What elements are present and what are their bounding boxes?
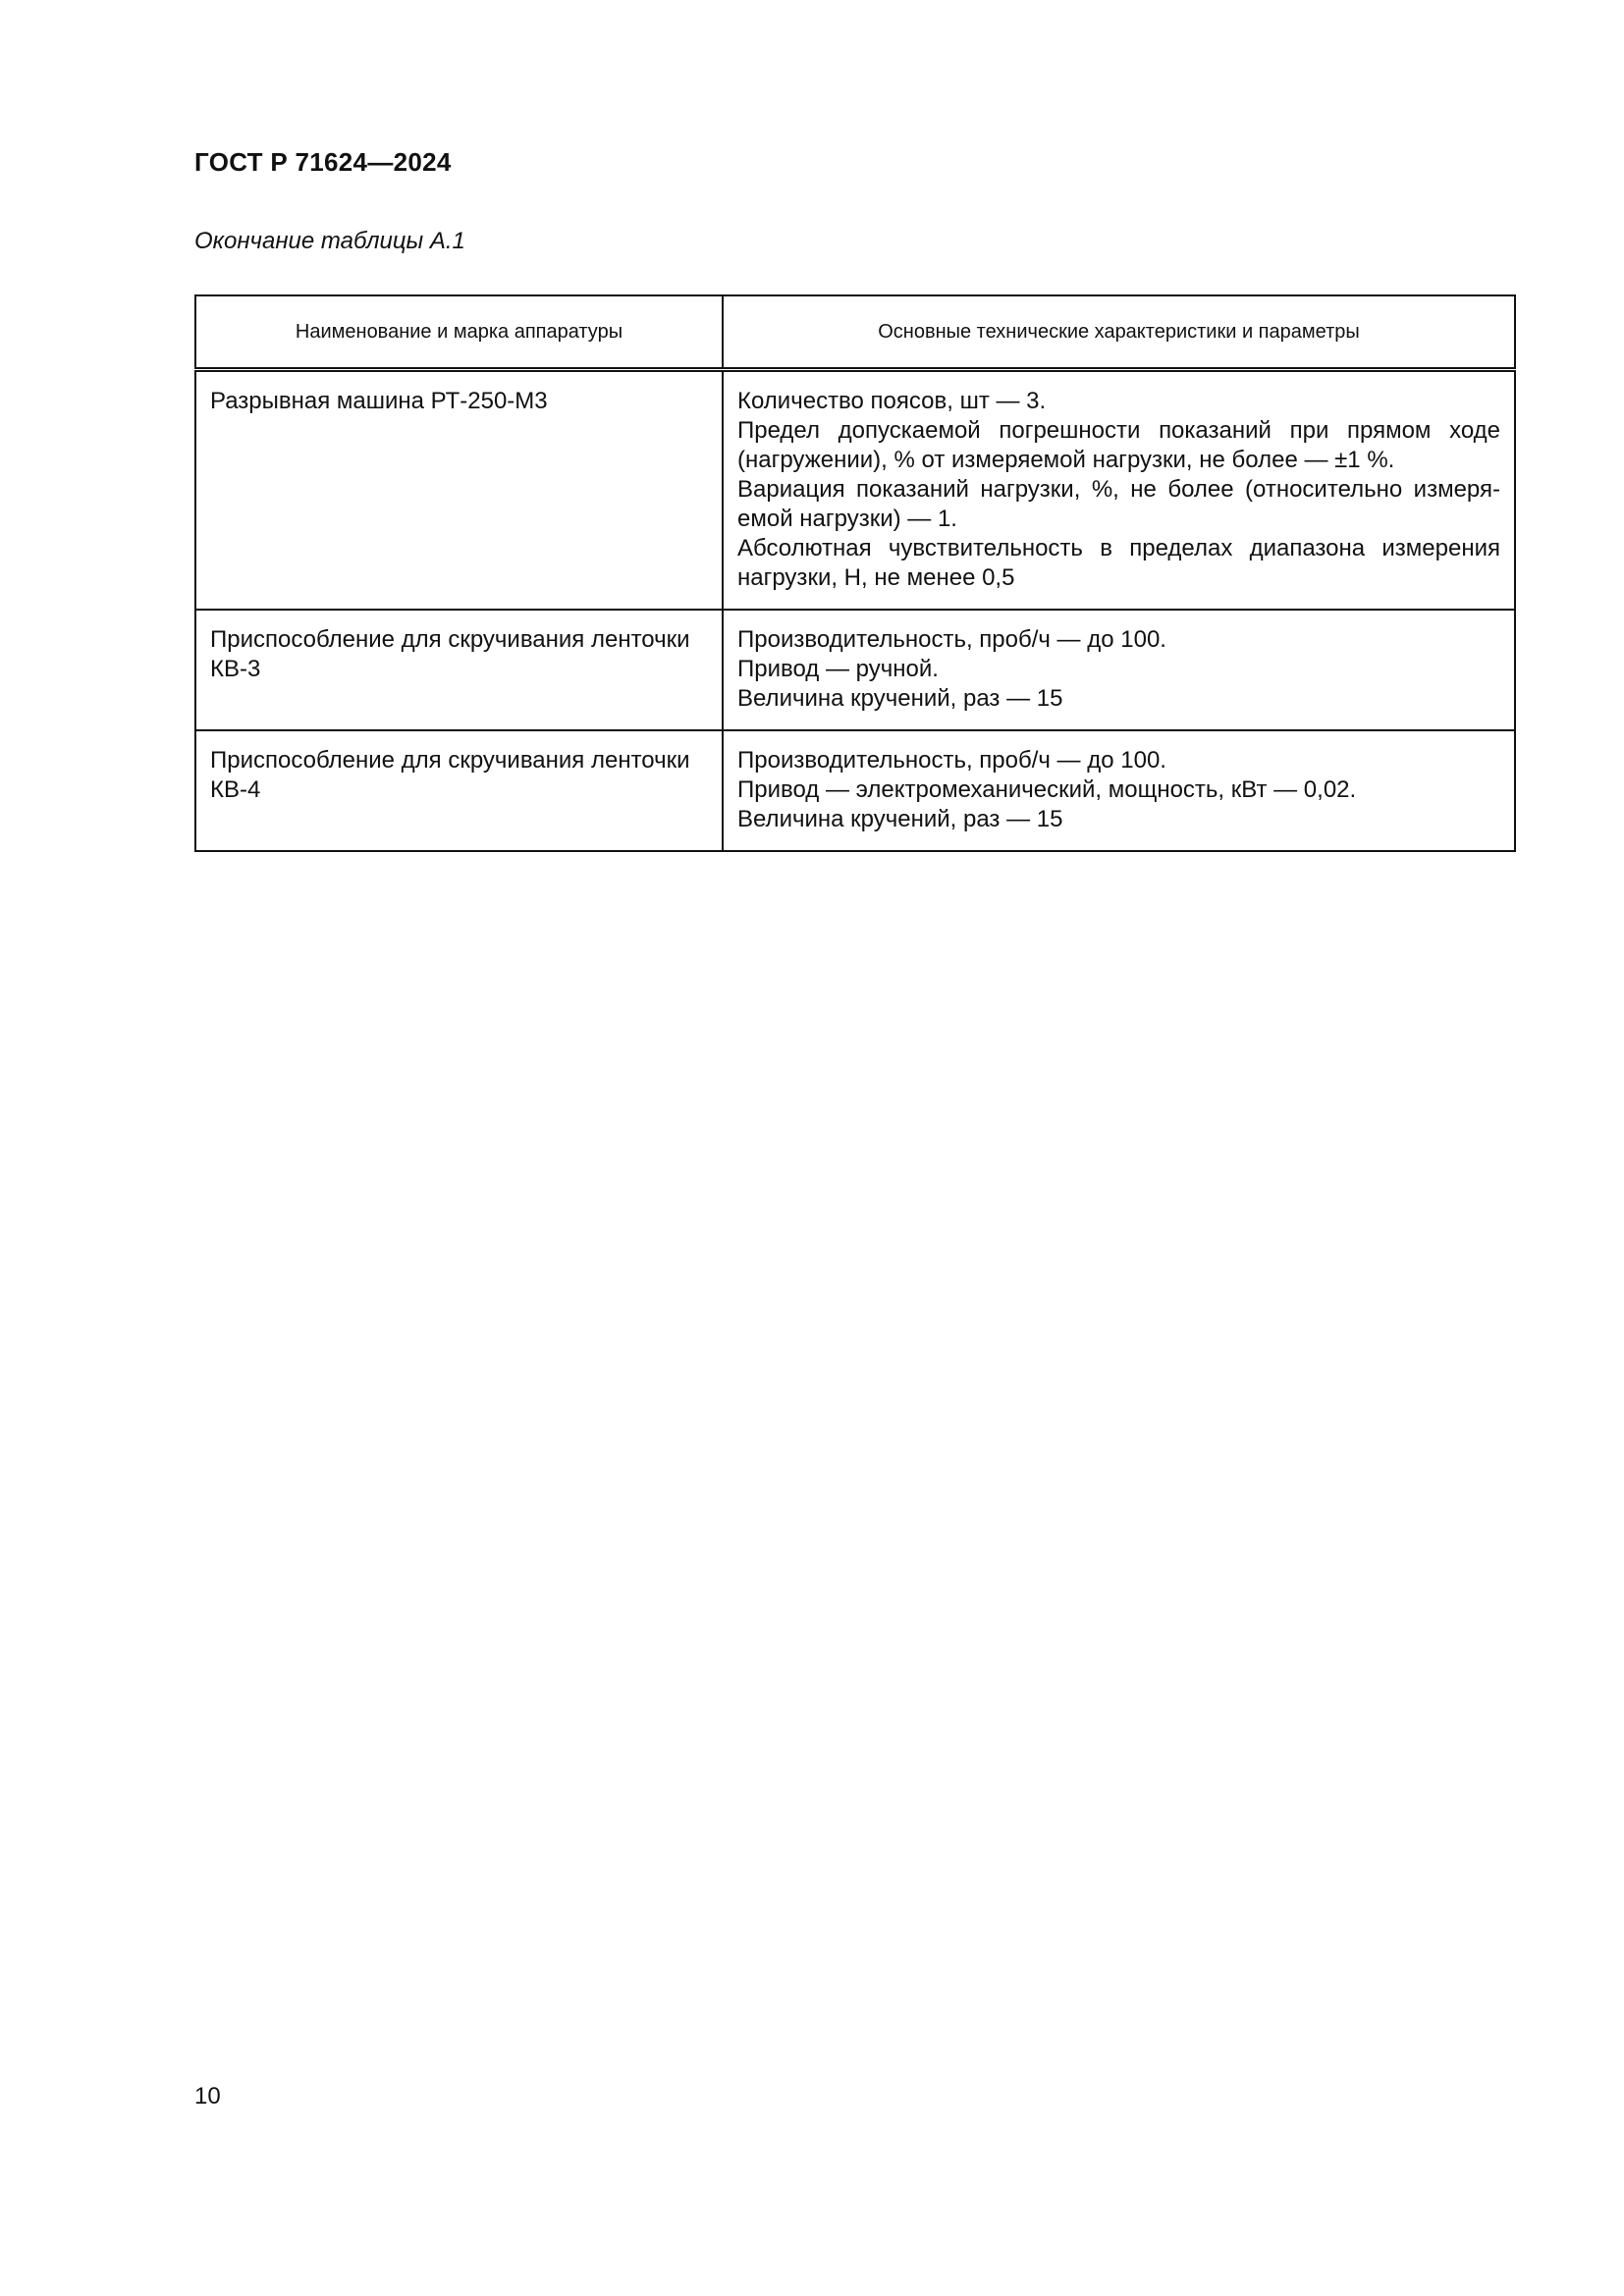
table-row [195, 370, 1515, 611]
equipment-name-cell: Приспособление для скручивания ленточки КВ-4 [195, 730, 723, 851]
equipment-params-cell [723, 370, 1515, 611]
param-line: Величина кручений, раз — 15 [737, 806, 1063, 832]
param-line: Производительность, проб/ч — до 100. [737, 747, 1166, 774]
column-header-parameters: Основные технические характеристики и параметры [723, 295, 1515, 370]
table-header-row [195, 295, 1515, 370]
param-line: Привод — ручной. [737, 656, 939, 682]
table-row [195, 730, 1515, 851]
document-header: ГОСТ Р 71624—2024 [194, 147, 452, 177]
param-line: Абсолютная чувствительность в пределах диапазона измерения нагрузки, Н, не менее 0,5 [737, 535, 1500, 591]
page-number: 10 [194, 2083, 221, 2109]
table-caption: Окончание таблицы А.1 [194, 228, 465, 254]
param-line: Производительность, проб/ч — до 100. [737, 626, 1166, 653]
param-line: Вариация показаний нагрузки, %, не более (относительно измеря-емой нагрузки) — 1. [737, 476, 1500, 532]
equipment-name-cell: Приспособление для скручивания ленточки КВ-3 [195, 610, 723, 730]
equipment-params-cell [723, 730, 1515, 851]
param-line: Величина кручений, раз — 15 [737, 685, 1063, 712]
param-line: Количество поясов, шт — 3. [737, 388, 1047, 414]
equipment-spec-table [194, 294, 1516, 852]
param-line: Привод — электромеханический, мощность, кВт — 0,02. [737, 776, 1357, 803]
equipment-params-cell [723, 610, 1515, 730]
table-row [195, 610, 1515, 730]
param-line: Предел допускаемой погрешности показаний при прямом ходе (нагружении), % от измеряемой нагрузки, не более — ±1 %. [737, 417, 1500, 473]
equipment-name-cell: Разрывная машина РТ-250-М3 [195, 370, 723, 611]
column-header-equipment-name: Наименование и марка аппаратуры [195, 295, 723, 370]
